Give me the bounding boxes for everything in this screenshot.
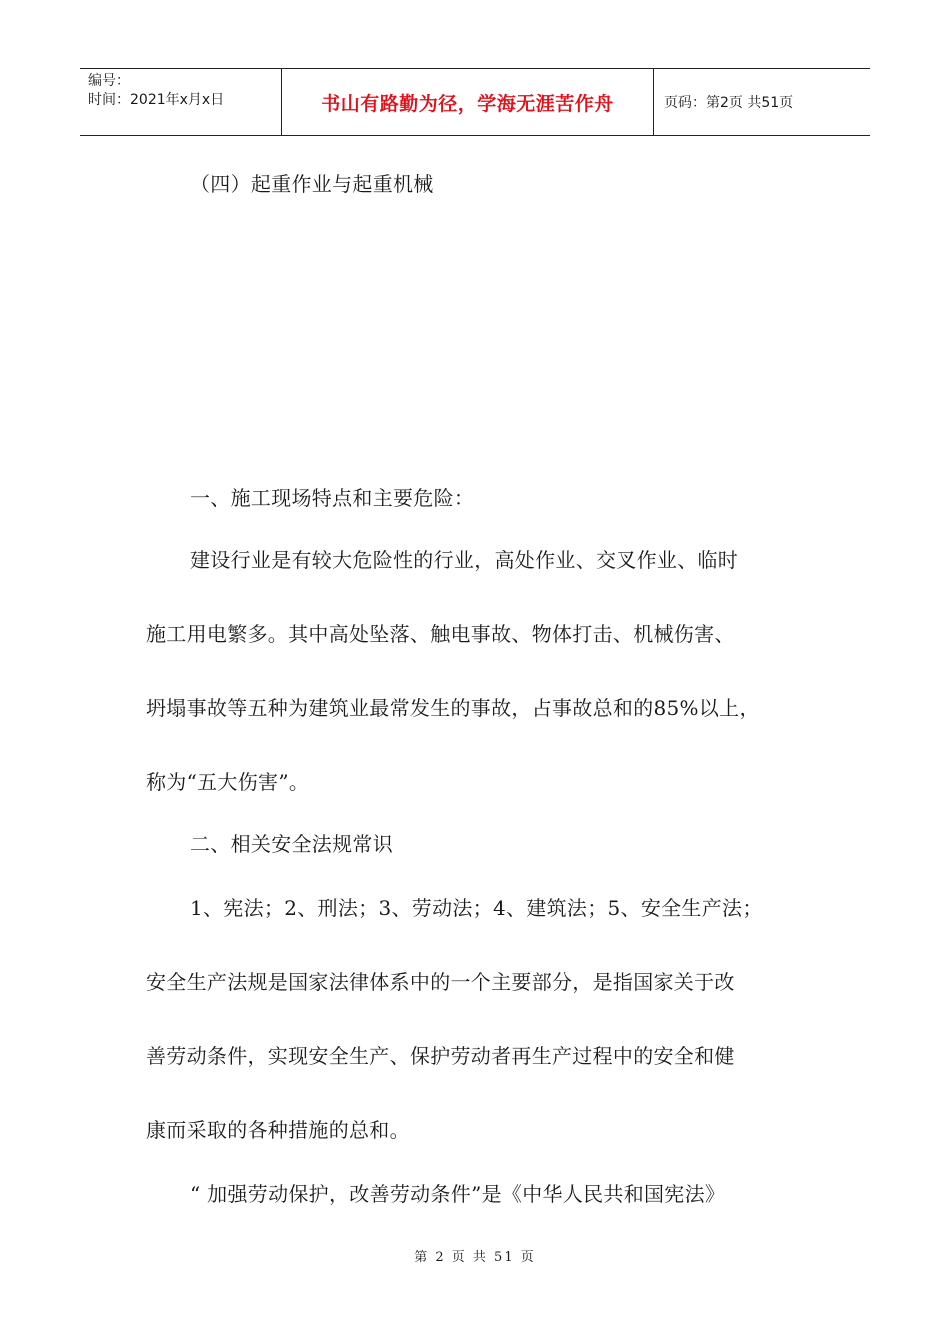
header-motto: 书山有路勤为径，学海无涯苦作舟 [282,69,654,135]
paragraph-line: 康而采取的各种措施的总和。 [146,1118,410,1142]
document-number-label: 编号： [88,73,130,89]
page-footer: 第 2 页 共 51 页 [414,1250,536,1265]
paragraph-line: “ 加强劳动保护，改善劳动条件”是《中华人民共和国宪法》 [190,1182,726,1206]
header-page-info: 页码：第2页 共51页 [664,95,794,111]
paragraph-line: 建设行业是有较大危险性的行业，高处作业、交叉作业、临时 [190,548,739,572]
paragraph-line: 坍塌事故等五种为建筑业最常发生的事故，占事故总和的85%以上， [146,696,760,720]
page-header [80,68,870,136]
paragraph-line: 称为“五大伤害”。 [146,770,310,794]
paragraph-line: 善劳动条件，实现安全生产、保护劳动者再生产过程中的安全和健 [146,1044,735,1068]
paragraph-line: 安全生产法规是国家法律体系中的一个主要部分，是指国家关于改 [146,970,735,994]
laws-list: 1、宪法；2、刑法；3、劳动法；4、建筑法；5、安全生产法； [190,896,763,920]
document-time-label: 时间：2021年x月x日 [88,92,225,108]
heading-site-characteristics: 一、施工现场特点和主要危险： [190,486,475,510]
heading-safety-regulations: 二、相关安全法规常识 [190,832,393,856]
paragraph-line: 施工用电繁多。其中高处坠落、触电事故、物体打击、机械伤害、 [146,622,735,646]
header-meta [80,69,282,135]
section-heading: （四）起重作业与起重机械 [190,172,434,196]
